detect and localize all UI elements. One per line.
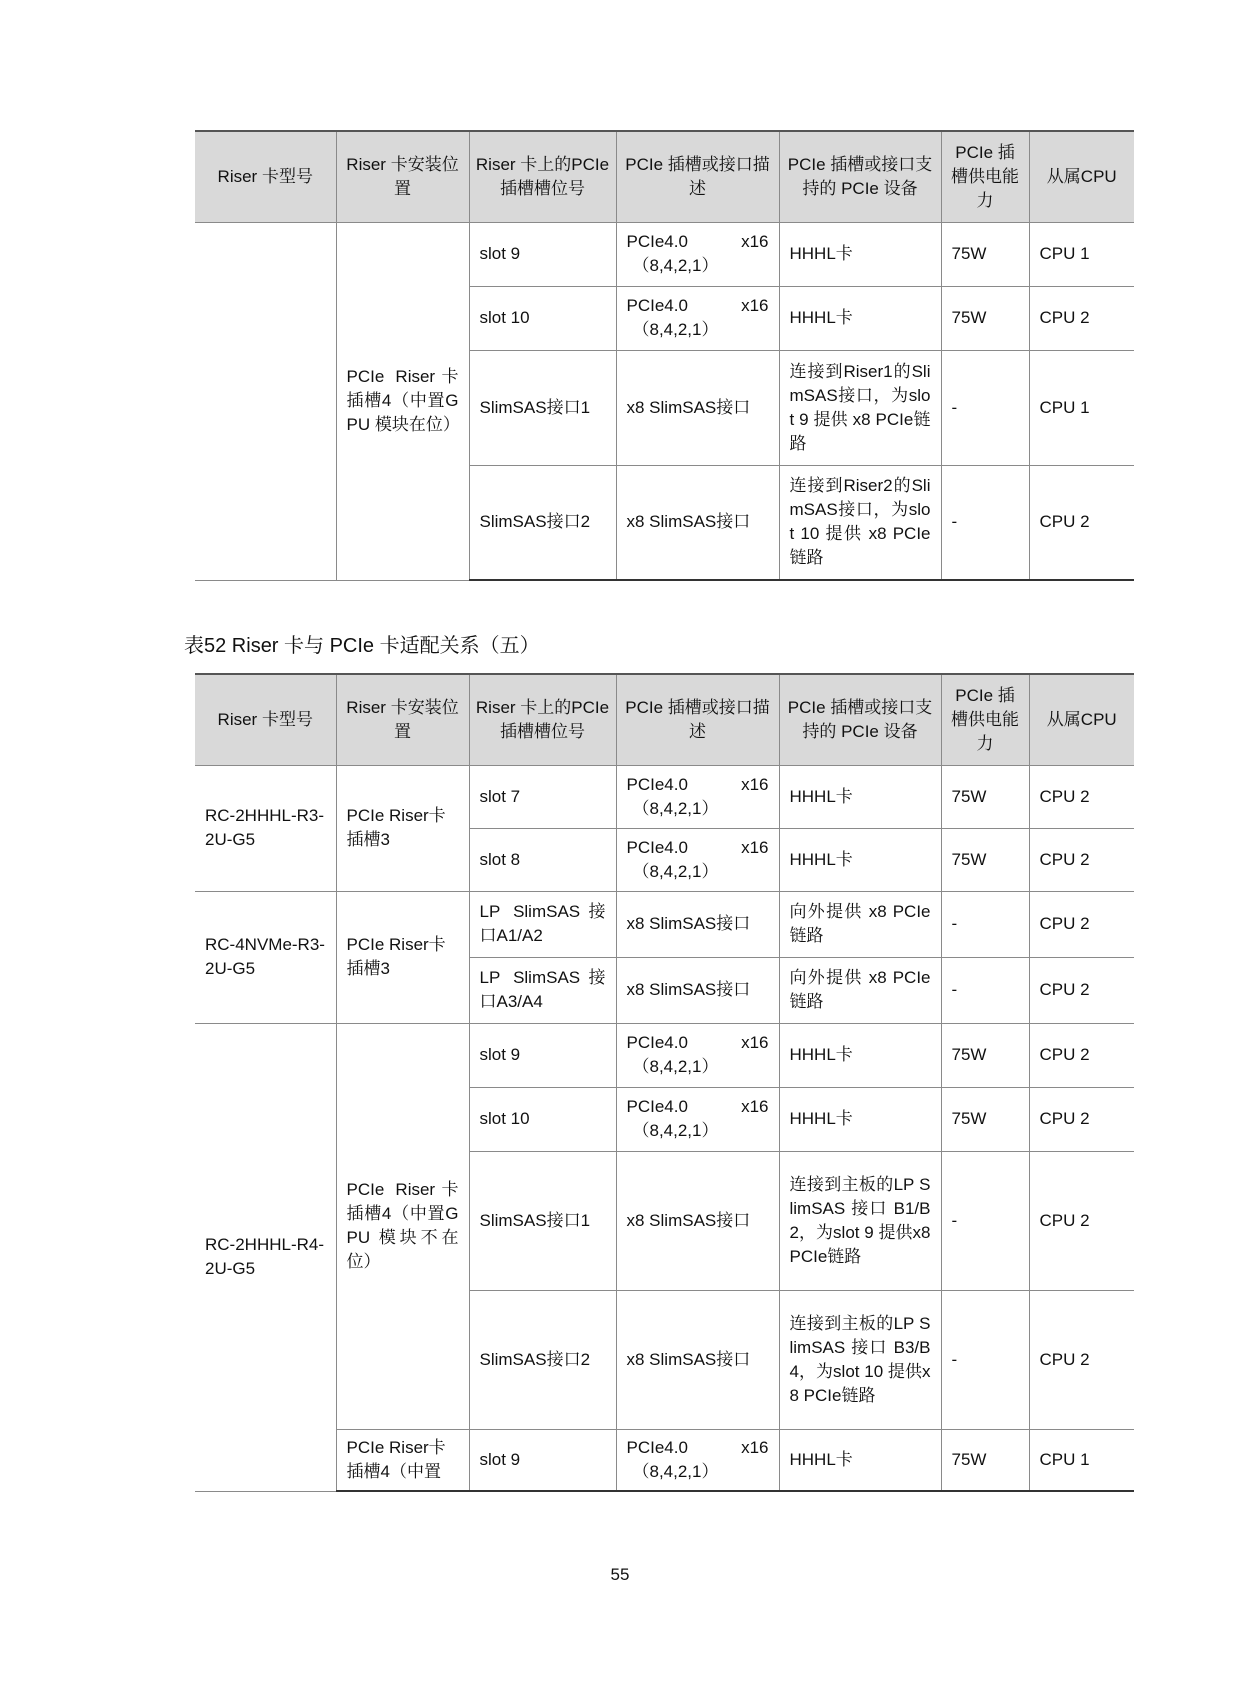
desc-cell: x8 SlimSAS接口	[616, 350, 779, 465]
slot-cell: slot 9	[469, 1429, 616, 1491]
cpu-cell: CPU 2	[1029, 828, 1134, 891]
power-cell: -	[941, 1290, 1029, 1429]
slot-cell: LP SlimSAS接口A1/A2	[469, 891, 616, 957]
device-cell: 连接到主板的LP SlimSAS 接口 B3/B4，为slot 10 提供x8 PCIe链路	[779, 1290, 941, 1429]
cpu-cell: CPU 2	[1029, 1023, 1134, 1087]
power-cell: -	[941, 465, 1029, 580]
power-cell: 75W	[941, 286, 1029, 350]
desc-cell: x8 SlimSAS接口	[616, 465, 779, 580]
cpu-cell: CPU 2	[1029, 765, 1134, 828]
table-header-row	[195, 131, 1134, 222]
pcie-lanes: （8,4,2,1）	[632, 1461, 719, 1481]
device-cell: HHHL卡	[779, 1023, 941, 1087]
device-cell: HHHL卡	[779, 1429, 941, 1491]
desc-cell	[616, 765, 779, 828]
pcie-width: x16	[741, 774, 769, 794]
table-riser-pcie-5	[195, 673, 1134, 1492]
pcie-gen: PCIe4.0	[626, 1437, 688, 1457]
cpu-cell: CPU 1	[1029, 1429, 1134, 1491]
pcie-gen: PCIe4.0	[626, 232, 688, 251]
cpu-cell: CPU 2	[1029, 891, 1134, 957]
pcie-width: x16	[741, 837, 769, 857]
table-row	[195, 222, 1134, 286]
slot-cell: slot 7	[469, 765, 616, 828]
cpu-cell: CPU 2	[1029, 1290, 1134, 1429]
header-slot-number: Riser 卡上的PCIe 插槽槽位号	[469, 131, 616, 222]
pcie-lanes: （8,4,2,1）	[632, 320, 719, 339]
power-cell: 75W	[941, 1087, 1029, 1151]
header-cpu: 从属CPU	[1029, 131, 1134, 222]
device-cell: 连接到Riser2的SlimSAS接口，为slot 10 提供 x8 PCIe链路	[779, 465, 941, 580]
cpu-cell: CPU 2	[1029, 286, 1134, 350]
header-cpu: 从属CPU	[1029, 674, 1134, 765]
desc-cell: x8 SlimSAS接口	[616, 1151, 779, 1290]
desc-cell	[616, 1087, 779, 1151]
header-riser-model: Riser 卡型号	[195, 674, 336, 765]
cpu-cell: CPU 2	[1029, 1151, 1134, 1290]
table-row	[195, 1023, 1134, 1087]
power-cell: 75W	[941, 828, 1029, 891]
slot-cell: slot 10	[469, 286, 616, 350]
header-slot-description: PCIe 插槽或接口描述	[616, 131, 779, 222]
install-position-cell: PCIe Riser卡插槽3	[336, 765, 469, 891]
riser-model-cell: RC-2HHHL-R4-2U-G5	[195, 1023, 336, 1491]
riser-model-cell: RC-2HHHL-R3-2U-G5	[195, 765, 336, 891]
device-cell: 连接到Riser1的SlimSAS接口，为slot 9 提供 x8 PCIe链路	[779, 350, 941, 465]
device-cell: 连接到主板的LP SlimSAS 接口 B1/B2，为slot 9 提供x8 PCIe链路	[779, 1151, 941, 1290]
device-cell: HHHL卡	[779, 222, 941, 286]
header-riser-model: Riser 卡型号	[195, 131, 336, 222]
cpu-cell: CPU 2	[1029, 1087, 1134, 1151]
pcie-lanes: （8,4,2,1）	[632, 256, 719, 275]
device-cell: HHHL卡	[779, 828, 941, 891]
slot-cell: slot 8	[469, 828, 616, 891]
pcie-width: x16	[741, 296, 769, 315]
power-cell: 75W	[941, 1429, 1029, 1491]
power-cell: -	[941, 957, 1029, 1023]
header-slot-description: PCIe 插槽或接口描述	[616, 674, 779, 765]
desc-cell: x8 SlimSAS接口	[616, 891, 779, 957]
table-row	[195, 1429, 1134, 1491]
slot-cell: slot 10	[469, 1087, 616, 1151]
device-cell: HHHL卡	[779, 286, 941, 350]
pcie-width: x16	[741, 1437, 769, 1457]
desc-cell	[616, 222, 779, 286]
cpu-cell: CPU 1	[1029, 222, 1134, 286]
slot-cell: SlimSAS接口1	[469, 1151, 616, 1290]
pcie-width: x16	[741, 1033, 769, 1052]
pcie-gen: PCIe4.0	[626, 774, 688, 794]
slot-cell: slot 9	[469, 1023, 616, 1087]
page-number: 55	[610, 1565, 630, 1584]
cpu-cell: CPU 1	[1029, 350, 1134, 465]
power-cell: 75W	[941, 1023, 1029, 1087]
install-position-cell: PCIe Riser卡插槽4（中置	[336, 1429, 469, 1491]
pcie-lanes: （8,4,2,1）	[632, 861, 719, 881]
header-power: PCIe 插槽供电能力	[941, 674, 1029, 765]
power-cell: -	[941, 891, 1029, 957]
desc-cell	[616, 1429, 779, 1491]
slot-cell: SlimSAS接口2	[469, 1290, 616, 1429]
pcie-gen: PCIe4.0	[626, 1097, 688, 1116]
desc-cell: x8 SlimSAS接口	[616, 957, 779, 1023]
header-supported-device: PCIe 插槽或接口支持的 PCIe 设备	[779, 131, 941, 222]
slot-cell: slot 9	[469, 222, 616, 286]
install-position-cell: PCIe Riser卡插槽3	[336, 891, 469, 1023]
pcie-lanes: （8,4,2,1）	[632, 1057, 719, 1076]
pcie-gen: PCIe4.0	[626, 296, 688, 315]
power-cell: 75W	[941, 222, 1029, 286]
install-position-cell: PCIe Riser卡插槽4（中置GPU 模块不在位）	[336, 1023, 469, 1429]
device-cell: HHHL卡	[779, 765, 941, 828]
desc-cell	[616, 828, 779, 891]
table-header-row	[195, 674, 1134, 765]
slot-cell: LP SlimSAS接口A3/A4	[469, 957, 616, 1023]
desc-cell: x8 SlimSAS接口	[616, 1290, 779, 1429]
header-power: PCIe 插槽供电能力	[941, 131, 1029, 222]
pcie-lanes: （8,4,2,1）	[632, 1121, 719, 1140]
pcie-width: x16	[741, 232, 769, 251]
power-cell: -	[941, 1151, 1029, 1290]
table-riser-continued	[195, 130, 1134, 581]
device-cell: 向外提供 x8 PCIe链路	[779, 891, 941, 957]
pcie-width: x16	[741, 1097, 769, 1116]
install-position-cell: PCIe Riser卡插槽4（中置GPU 模块在位）	[336, 222, 469, 580]
power-cell: 75W	[941, 765, 1029, 828]
device-cell: HHHL卡	[779, 1087, 941, 1151]
pcie-gen: PCIe4.0	[626, 837, 688, 857]
table-row	[195, 765, 1134, 828]
table-caption: 表52 Riser 卡与 PCIe 卡适配关系（五）	[184, 635, 540, 657]
pcie-lanes: （8,4,2,1）	[632, 798, 719, 818]
riser-model-cell	[195, 222, 336, 580]
desc-cell	[616, 286, 779, 350]
power-cell: -	[941, 350, 1029, 465]
header-install-position: Riser 卡安装位置	[336, 674, 469, 765]
pcie-gen: PCIe4.0	[626, 1033, 688, 1052]
cpu-cell: CPU 2	[1029, 957, 1134, 1023]
header-supported-device: PCIe 插槽或接口支持的 PCIe 设备	[779, 674, 941, 765]
table-row	[195, 891, 1134, 957]
device-cell: 向外提供 x8 PCIe链路	[779, 957, 941, 1023]
header-slot-number: Riser 卡上的PCIe 插槽槽位号	[469, 674, 616, 765]
header-install-position: Riser 卡安装位置	[336, 131, 469, 222]
cpu-cell: CPU 2	[1029, 465, 1134, 580]
slot-cell: SlimSAS接口2	[469, 465, 616, 580]
slot-cell: SlimSAS接口1	[469, 350, 616, 465]
riser-model-cell: RC-4NVMe-R3-2U-G5	[195, 891, 336, 1023]
desc-cell	[616, 1023, 779, 1087]
